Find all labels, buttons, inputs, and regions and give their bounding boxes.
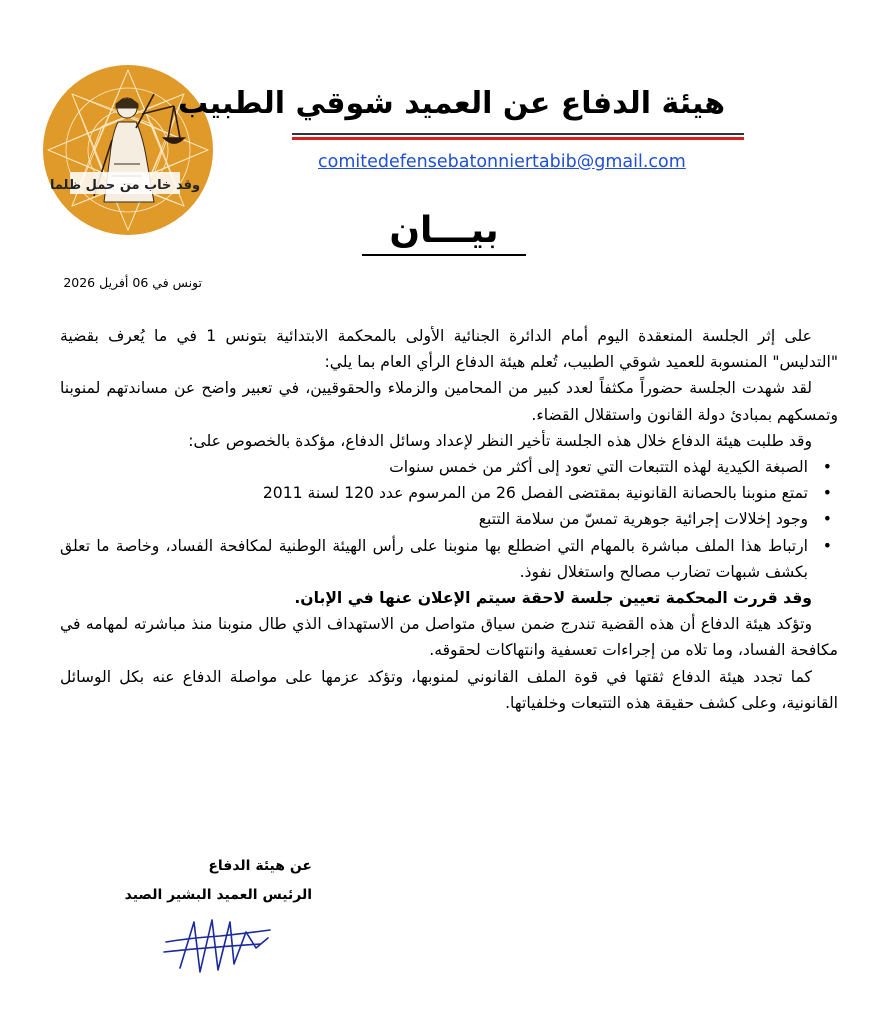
court-decision: وقد قررت المحكمة تعيين جلسة لاحقة سيتم الإعلان عنها في الإبان. [294,589,812,608]
list-item: • الصبغة الكيدية لهذه التتبعات التي تعود إلى أكثر من خمس سنوات [60,454,808,480]
organization-title: هيئة الدفاع عن العميد شوقي الطبيب [178,86,725,121]
list-item: • ارتباط هذا الملف مباشرة بالمهام التي اضطلع بها منوبنا على رأس الهيئة الوطنية لمكافحة الفساد، وخاصة ما تعلق بكشف شبهات تضارب مصالح واستغلال نفوذ. [60,533,808,585]
logo-motto: وقد خاب من حمل ظلما [49,178,201,193]
paragraph: وتؤكد هيئة الدفاع أن هذه القضية تندرج ضمن سياق متواصل من الاستهداف الذي طال منوبنا منذ مباشرته لمهامه في مكافحة الفساد، وما تلاه من إجراءات تعسفية وانتهاكات لحقوقه. [60,615,838,660]
signature-line-president: الرئيس العميد البشير الصيد [124,887,312,903]
statement-body [60,323,838,716]
document-heading: بيـــان [389,210,499,251]
paragraph: على إثر الجلسة المنعقدة اليوم أمام الدائرة الجنائية الأولى بالمحكمة الابتدائية بتونس 1 في ما يُعرف بقضية "التدليس" المنسوبة للعميد شوقي الطبيب، تُعلم هيئة الدفاع الرأي العام بما يلي: [60,327,838,372]
bullet-icon: • [822,536,832,555]
header-rule-red [292,137,744,140]
header-rule-dark [292,133,744,135]
list-item: • وجود إخلالات إجرائية جوهرية تمسّ من سلامة التتبع [60,506,808,532]
heading-underline [362,254,526,256]
handwritten-signature [160,908,280,980]
bullet-icon: • [822,458,832,477]
email-link[interactable]: comitedefensebatonniertabib@gmail.com [318,152,686,172]
bullet-icon: • [822,484,832,503]
document-date: تونس في 06 أفريل 2026 [63,275,202,290]
signature-line-on-behalf: عن هيئة الدفاع [208,858,312,874]
paragraph: لقد شهدت الجلسة حضوراً مكثفاً لعدد كبير من المحامين والزملاء والحقوقيين، في تعبير واضح عن مساندتهم لمنوبنا وتمسكهم بمبادئ دولة القانون واستقلال القضاء. [60,379,838,424]
bullet-list [60,454,838,585]
paragraph: كما تجدد هيئة الدفاع ثقتها في قوة الملف القانوني لمنوبها، وتؤكد عزمها على مواصلة الدفاع عنه بكل الوسائل القانونية، وعلى كشف حقيقة هذه التتبعات وخلفياتها. [60,667,838,712]
bullet-icon: • [822,510,832,529]
signature-block [125,852,312,910]
list-item: • تمتع منوبنا بالحصانة القانونية بمقتضى الفصل 26 من المرسوم عدد 120 لسنة 2011 [60,480,808,506]
paragraph: وقد طلبت هيئة الدفاع خلال هذه الجلسة تأخير النظر لإعداد وسائل الدفاع، مؤكدة بالخصوص على: [188,431,812,450]
